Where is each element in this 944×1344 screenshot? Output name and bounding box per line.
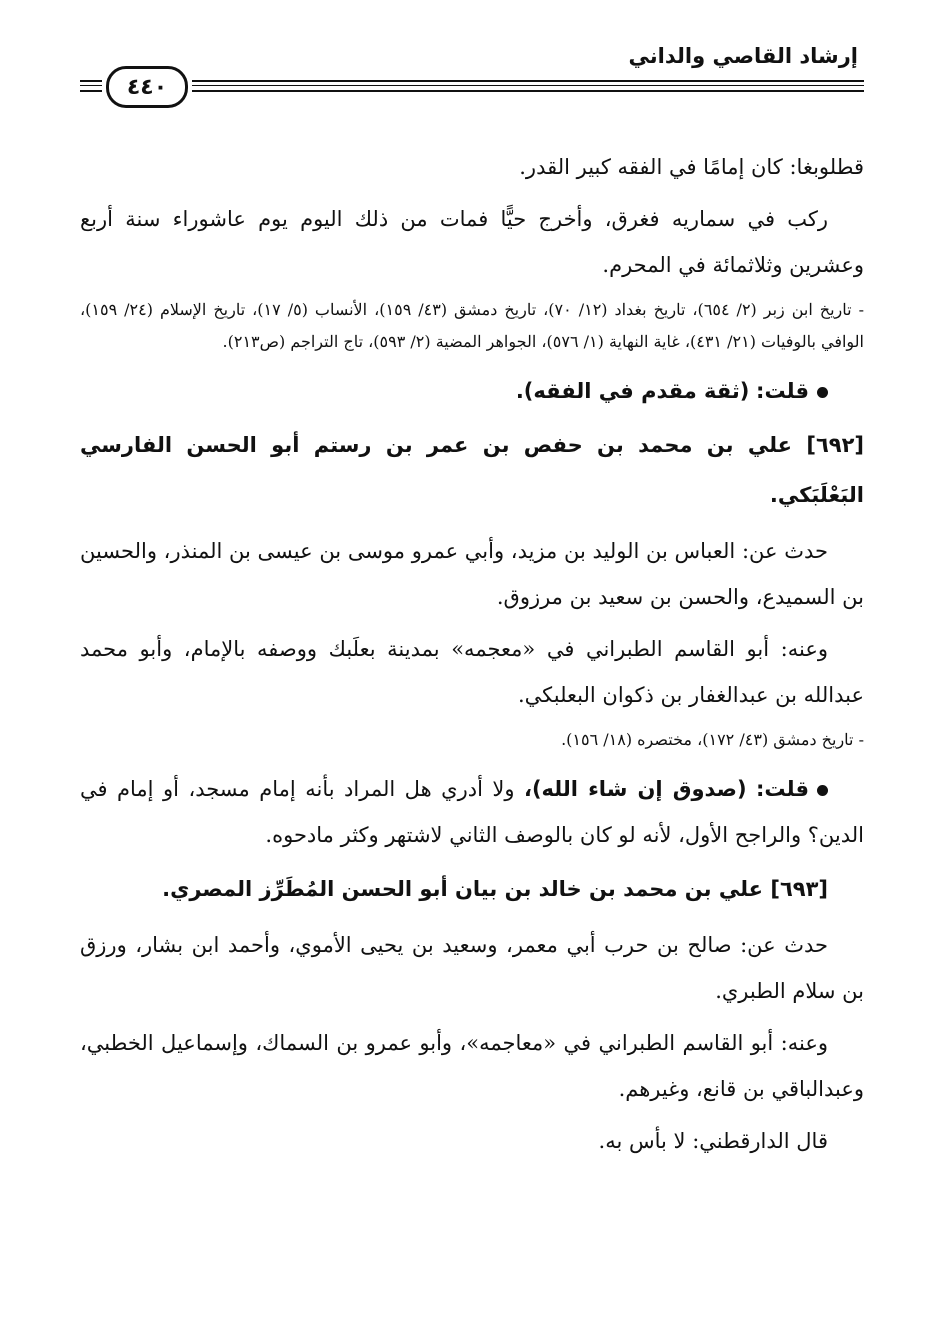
author-comment	[80, 368, 864, 414]
source-references: - تاريخ دمشق (٤٣/ ١٧٢)، مختصره (١٨/ ١٥٦).	[561, 730, 864, 749]
book-page	[80, 40, 864, 1320]
header-rule	[192, 85, 864, 86]
running-title: إرشاد القاصي والداني	[628, 44, 858, 68]
grading: (صدوق إن شاء الله)،	[523, 777, 747, 801]
header-rule	[80, 85, 102, 86]
paragraph: حدث عن: العباس بن الوليد بن مزيد، وأبي عمرو موسى بن عيسى بن المنذر، والحسين بن السميدع، والحسن بن سعيد بن مرزوق.	[80, 539, 864, 609]
page-header	[80, 40, 864, 106]
comment-label: قلت:	[756, 777, 809, 801]
bullet-icon	[817, 387, 828, 398]
entry-heading: [٦٩٣] علي بن محمد بن خالد بن بيان أبو الحسن المُطَرِّز المصري.	[162, 877, 828, 901]
paragraph: ركب في سماريه فغرق، وأخرج حيًّا فمات من ذلك اليوم يوم عاشوراء سنة أربع وعشرين وثلاثمائة في المحرم.	[80, 207, 864, 277]
source-references: - تاريخ ابن زبر (٢/ ٦٥٤)، تاريخ بغداد (١٢/ ٧٠)، تاريخ دمشق (٤٣/ ١٥٩)، الأنساب (٥/ ١٧)، تاريخ الإسلام (٢٤/ ١٥٩)، الوافي بالوفيات (٢١/ ٤٣١)، غاية النهاية (١/ ٥٧٦)، الجواهر المضية (٢/ ٥٩٣)، تاج التراجم (ص٢١٣).	[80, 300, 864, 351]
paragraph: قطلوبغا: كان إمامًا في الفقه كبير القدر.	[519, 155, 864, 179]
header-rule	[80, 90, 102, 92]
comment-label: قلت:	[756, 379, 809, 403]
paragraph: وعنه: أبو القاسم الطبراني في «معاجمه»، وأبو عمرو بن السماك، وإسماعيل الخطبي، وعبدالباقي بن قانع، وغيرهم.	[80, 1031, 864, 1101]
header-rule	[192, 80, 864, 82]
paragraph: حدث عن: صالح بن حرب أبي معمر، وسعيد بن يحيى الأموي، وأحمد ابن بشار، ورزق بن سلام الطبري.	[80, 933, 864, 1003]
grading: (ثقة مقدم في الفقه).	[515, 379, 750, 403]
paragraph: قال الدارقطني: لا بأس به.	[598, 1129, 828, 1153]
author-comment	[80, 766, 864, 858]
page-number: ٤٤٠	[106, 66, 188, 108]
page-body	[80, 144, 864, 1170]
header-rule	[80, 80, 102, 82]
header-rule	[192, 90, 864, 92]
paragraph: وعنه: أبو القاسم الطبراني في «معجمه» بمدينة بعلَبك ووصفه بالإمام، وأبو محمد عبدالله بن عبدالغفار بن ذكوان البعلبكي.	[80, 637, 864, 707]
bullet-icon	[817, 785, 828, 796]
comment-text: ولا أدري هل المراد بأنه إمام مسجد، أو إمام في الدين؟ والراجح الأول، لأنه لو كان بالوصف الثاني لاشتهر وكثر مادحوه.	[80, 777, 864, 847]
entry-heading: [٦٩٢] علي بن محمد بن حفص بن عمر بن رستم أبو الحسن الفارسي البَعْلَبَكي.	[80, 433, 864, 507]
